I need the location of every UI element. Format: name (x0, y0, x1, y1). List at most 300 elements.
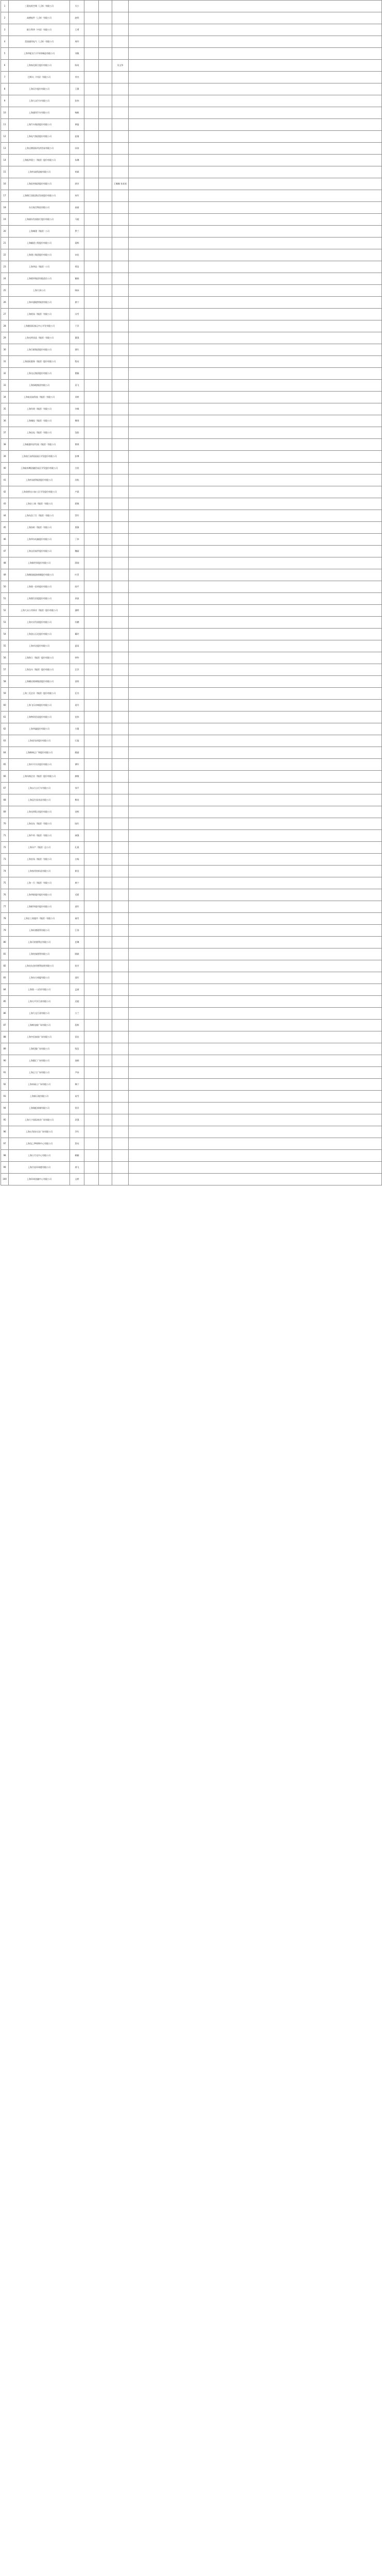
company-name: 上海浦东发展银行股份有限公司 (9, 214, 70, 226)
blank-cell (129, 392, 382, 403)
blank-cell (129, 806, 382, 818)
person-4 (112, 877, 129, 889)
company-name: 上海新天地有限公司 (9, 1091, 70, 1103)
person-2 (84, 48, 99, 60)
person-4 (112, 806, 129, 818)
company-name: 上海百联集团股份有限公司 (9, 344, 70, 356)
person-4 (112, 676, 129, 688)
person-4 (112, 427, 129, 439)
person-4 (112, 1103, 129, 1114)
person-4 (112, 309, 129, 320)
blank-cell (129, 36, 382, 48)
company-name: 上海大宁国际商业广场有限公司 (9, 1114, 70, 1126)
person-3 (99, 1, 112, 12)
person-1: 罗兰 (70, 226, 84, 238)
blank-cell (129, 238, 382, 249)
table-row (1, 273, 382, 285)
company-name: 上海金桥出口加工区开发股份有限公司 (9, 486, 70, 498)
row-number: 62 (1, 723, 9, 735)
person-1: 赖颖 (70, 1150, 84, 1162)
company-name: 上海农工商超市（集团）有限公司 (9, 913, 70, 925)
table-row (1, 261, 382, 273)
person-3 (99, 356, 112, 368)
table-row (1, 664, 382, 676)
row-number: 4 (1, 36, 9, 48)
row-number: 16 (1, 178, 9, 190)
person-4 (112, 474, 129, 486)
person-3 (99, 700, 112, 711)
company-name: 上海农场（集团）有限公司 (9, 854, 70, 866)
blank-cell (129, 155, 382, 166)
person-1: 薛刚 (70, 557, 84, 569)
table-row (1, 1138, 382, 1150)
person-4 (112, 1126, 129, 1138)
person-2 (84, 309, 99, 320)
person-4 (112, 913, 129, 925)
row-number: 43 (1, 498, 9, 510)
table-row (1, 1174, 382, 1185)
person-1: 陆红 (70, 818, 84, 830)
person-2 (84, 1126, 99, 1138)
person-1: 杜鹏 (70, 617, 84, 629)
person-1: 沈阳 (70, 427, 84, 439)
person-3 (99, 569, 112, 581)
company-name: 上海凤凰企业（集团）股份有限公司 (9, 771, 70, 783)
person-4 (112, 249, 129, 261)
person-2 (84, 415, 99, 427)
table-row (1, 427, 382, 439)
company-name: 上海日月光中心有限公司 (9, 1150, 70, 1162)
person-4 (112, 320, 129, 332)
table-row (1, 95, 382, 107)
person-1: 袁飞 (70, 380, 84, 392)
blank-cell (129, 24, 382, 36)
person-3 (99, 794, 112, 806)
blank-cell (129, 996, 382, 1008)
person-4 (112, 119, 129, 131)
person-4 (112, 771, 129, 783)
company-name: 上海光明食品（集团）有限公司 (9, 332, 70, 344)
blank-cell (129, 1162, 382, 1174)
person-3 (99, 960, 112, 972)
person-3 (99, 226, 112, 238)
person-3 (99, 629, 112, 640)
person-2 (84, 747, 99, 759)
person-4 (112, 1114, 129, 1126)
person-3 (99, 1020, 112, 1031)
person-2 (84, 972, 99, 984)
person-1: 王静 (70, 83, 84, 95)
person-1: 秦雪 (70, 913, 84, 925)
person-3 (99, 1008, 112, 1020)
person-1: 韩冰 (70, 285, 84, 297)
person-3 (99, 380, 112, 392)
person-2 (84, 332, 99, 344)
person-4 (112, 984, 129, 996)
blank-cell (129, 937, 382, 948)
table-row (1, 830, 382, 842)
person-1: 石磊 (70, 735, 84, 747)
table-row (1, 202, 382, 214)
company-name: 上海永久自行车有限公司 (9, 783, 70, 794)
person-4 (112, 569, 129, 581)
company-name: 上海可的便利店有限公司 (9, 937, 70, 948)
person-3 (99, 747, 112, 759)
person-2 (84, 273, 99, 285)
person-1: 顾斌 (70, 948, 84, 960)
blank-cell (129, 723, 382, 735)
company-name: 联合利华（中国）有限公司 (9, 24, 70, 36)
person-4 (112, 166, 129, 178)
person-4 (112, 866, 129, 877)
row-number: 7 (1, 72, 9, 83)
row-number: 17 (1, 190, 9, 202)
person-4 (112, 510, 129, 522)
person-1: 高丽 (70, 202, 84, 214)
company-name: 上海耀皮玻璃集团股份有限公司 (9, 676, 70, 688)
person-1: 冯雪 (70, 309, 84, 320)
person-1: 余波 (70, 593, 84, 605)
person-3 (99, 72, 112, 83)
person-1: 吕欣 (70, 463, 84, 474)
table-row (1, 309, 382, 320)
person-3 (99, 309, 112, 320)
person-4 (112, 1055, 129, 1067)
company-name: 上海锦江国际酒店发展股份有限公司 (9, 190, 70, 202)
person-3 (99, 581, 112, 593)
person-1: 孔燕 (70, 842, 84, 854)
table-row (1, 617, 382, 629)
person-3 (99, 925, 112, 937)
company-name: 上海良友（集团）有限公司 (9, 818, 70, 830)
person-3 (99, 510, 112, 522)
person-1: 郑浩 (70, 261, 84, 273)
row-number: 25 (1, 285, 9, 297)
person-2 (84, 451, 99, 463)
person-1: 彭博 (70, 451, 84, 463)
blank-cell (129, 214, 382, 226)
person-3 (99, 948, 112, 960)
table-row (1, 166, 382, 178)
person-3 (99, 937, 112, 948)
table-row (1, 534, 382, 546)
person-1: 文婷 (70, 1174, 84, 1185)
person-2 (84, 1031, 99, 1043)
blank-cell (129, 439, 382, 451)
person-4 (112, 1079, 129, 1091)
person-2 (84, 380, 99, 392)
row-number: 28 (1, 320, 9, 332)
table-row (1, 960, 382, 972)
blank-cell (129, 640, 382, 652)
person-1: 易雪 (70, 1091, 84, 1103)
table-row (1, 984, 382, 996)
row-number: 22 (1, 249, 9, 261)
table-row (1, 392, 382, 403)
person-2 (84, 238, 99, 249)
person-4 (112, 889, 129, 901)
person-2 (84, 427, 99, 439)
person-1: 贾静 (70, 522, 84, 534)
table-row (1, 332, 382, 344)
person-2 (84, 794, 99, 806)
person-1: 田野 (70, 676, 84, 688)
person-3 (99, 877, 112, 889)
person-1: 武强 (70, 1114, 84, 1126)
company-name: 上海久事公司 (9, 285, 70, 297)
person-2 (84, 711, 99, 723)
person-4 (112, 1, 129, 12)
person-2 (84, 83, 99, 95)
table-row (1, 320, 382, 332)
person-4 (112, 48, 129, 60)
table-row (1, 24, 382, 36)
blank-cell (129, 297, 382, 309)
person-2 (84, 783, 99, 794)
person-3 (99, 131, 112, 143)
person-3 (99, 143, 112, 155)
person-3 (99, 996, 112, 1008)
blank-cell (129, 178, 382, 190)
company-name: 上海城建（集团）公司 (9, 226, 70, 238)
company-name: 上海来福士广场有限公司 (9, 1079, 70, 1091)
person-4 (112, 143, 129, 155)
person-4 (112, 1043, 129, 1055)
table-row (1, 569, 382, 581)
blank-cell (129, 759, 382, 771)
person-4 (112, 534, 129, 546)
blank-cell (129, 984, 382, 996)
person-4 (112, 700, 129, 711)
person-3 (99, 534, 112, 546)
person-3 (99, 972, 112, 984)
person-3 (99, 557, 112, 569)
blank-cell (129, 676, 382, 688)
person-4 (112, 356, 129, 368)
table-row (1, 60, 382, 72)
person-3 (99, 901, 112, 913)
company-name: 上海瑞虹新城有限公司 (9, 1103, 70, 1114)
person-1: 史琳 (70, 937, 84, 948)
row-number: 98 (1, 1150, 9, 1162)
table-row (1, 356, 382, 368)
company-name: 上海冠生园食品有限公司 (9, 794, 70, 806)
person-1: 马超 (70, 214, 84, 226)
person-3 (99, 368, 112, 380)
blank-cell (129, 617, 382, 629)
person-3 (99, 24, 112, 36)
blank-cell (129, 557, 382, 569)
person-4 (112, 451, 129, 463)
row-number: 86 (1, 1008, 9, 1020)
company-name: 上海港国际客运中心开发有限公司 (9, 320, 70, 332)
person-3 (99, 854, 112, 866)
person-2 (84, 486, 99, 498)
person-4 (112, 854, 129, 866)
person-3 (99, 439, 112, 451)
person-2 (84, 522, 99, 534)
company-name: 上海大众公用事业（集团）股份有限公司 (9, 605, 70, 617)
person-3 (99, 344, 112, 356)
person-2 (84, 866, 99, 877)
person-2 (84, 688, 99, 700)
row-number: 49 (1, 569, 9, 581)
table-row (1, 463, 382, 474)
person-3 (99, 155, 112, 166)
company-name: 上海张江高科技园区开发股份有限公司 (9, 451, 70, 463)
person-2 (84, 214, 99, 226)
row-number: 21 (1, 238, 9, 249)
blank-cell (129, 368, 382, 380)
table-row (1, 83, 382, 95)
table-row (1, 1114, 382, 1126)
person-1: 潘婷 (70, 605, 84, 617)
person-2 (84, 984, 99, 996)
person-4 (112, 557, 129, 569)
person-1: 赵倩 (70, 131, 84, 143)
company-name: 上海申达股份有限公司 (9, 640, 70, 652)
person-1: 尹冰 (70, 1067, 84, 1079)
table-row (1, 581, 382, 593)
person-1: 傅瑶 (70, 415, 84, 427)
person-2 (84, 1, 99, 12)
blank-cell (129, 783, 382, 794)
row-number: 5 (1, 48, 9, 60)
blank-cell (129, 226, 382, 238)
person-4 (112, 1067, 129, 1079)
table-row (1, 486, 382, 498)
table-row (1, 889, 382, 901)
company-name: 上海农工商（集团）有限公司 (9, 498, 70, 510)
table-row (1, 344, 382, 356)
company-name: 三菱电机空调（上海）有限公司 (9, 1, 70, 12)
person-1: 范伟 (70, 711, 84, 723)
person-2 (84, 72, 99, 83)
table-row (1, 498, 382, 510)
company-name: 上海宝钢国际经济贸易有限公司 (9, 143, 70, 155)
person-3 (99, 486, 112, 498)
table-row (1, 605, 382, 617)
row-number: 15 (1, 166, 9, 178)
person-2 (84, 1162, 99, 1174)
person-2 (84, 771, 99, 783)
company-name: 上海华东电脑股份有限公司 (9, 534, 70, 546)
person-4 (112, 344, 129, 356)
company-name: 上海振华重工（集团）股份有限公司 (9, 155, 70, 166)
row-number: 44 (1, 510, 9, 522)
person-4 (112, 711, 129, 723)
blank-cell (129, 202, 382, 214)
person-2 (84, 439, 99, 451)
table-row (1, 439, 382, 451)
person-1: 董强 (70, 332, 84, 344)
person-4 (112, 937, 129, 948)
person-1: 毛莉 (70, 889, 84, 901)
blank-cell (129, 486, 382, 498)
row-number: 29 (1, 332, 9, 344)
row-number: 14 (1, 155, 9, 166)
table-row (1, 1043, 382, 1055)
row-number: 24 (1, 273, 9, 285)
blank-cell (129, 629, 382, 640)
table-row (1, 794, 382, 806)
company-name: 上海联华超市股份有限公司 (9, 901, 70, 913)
person-2 (84, 368, 99, 380)
person-1: 乔红 (70, 1126, 84, 1138)
person-2 (84, 12, 99, 24)
table-row (1, 948, 382, 960)
person-4 (112, 664, 129, 676)
table-row (1, 652, 382, 664)
person-4 (112, 640, 129, 652)
person-2 (84, 664, 99, 676)
table-row (1, 403, 382, 415)
company-name: 上海五角场万达广场有限公司 (9, 1126, 70, 1138)
person-3 (99, 1174, 112, 1185)
person-1: 蔡军 (70, 510, 84, 522)
person-2 (84, 901, 99, 913)
person-1: 戴玲 (70, 629, 84, 640)
person-4 (112, 95, 129, 107)
person-4 (112, 498, 129, 510)
person-4 (112, 759, 129, 771)
person-1: 黎宁 (70, 1079, 84, 1091)
row-number: 88 (1, 1031, 9, 1043)
person-1: 萧红 (70, 344, 84, 356)
row-number: 85 (1, 996, 9, 1008)
person-4 (112, 901, 129, 913)
blank-cell (129, 546, 382, 557)
person-3 (99, 297, 112, 309)
person-2 (84, 344, 99, 356)
blank-cell (129, 593, 382, 605)
blank-cell (129, 1, 382, 12)
person-3 (99, 546, 112, 557)
blank-cell (129, 735, 382, 747)
blank-cell (129, 249, 382, 261)
row-number: 45 (1, 522, 9, 534)
person-2 (84, 854, 99, 866)
person-3 (99, 866, 112, 877)
row-number: 53 (1, 617, 9, 629)
person-2 (84, 178, 99, 190)
person-1: 卢晨 (70, 486, 84, 498)
person-3 (99, 60, 112, 72)
person-3 (99, 463, 112, 474)
person-1: 廖敏 (70, 771, 84, 783)
table-row (1, 747, 382, 759)
person-2 (84, 1055, 99, 1067)
row-number: 27 (1, 309, 9, 320)
row-number: 39 (1, 451, 9, 463)
person-1: 黄磊 (70, 119, 84, 131)
person-1: 魏丽 (70, 546, 84, 557)
row-number: 3 (1, 24, 9, 36)
row-number: 18 (1, 202, 9, 214)
blank-cell (129, 261, 382, 273)
table-row (1, 806, 382, 818)
table-row (1, 119, 382, 131)
blank-cell (129, 320, 382, 332)
row-number: 8 (1, 83, 9, 95)
row-number: 60 (1, 700, 9, 711)
person-4 (112, 107, 129, 119)
table-row (1, 249, 382, 261)
blank-cell (129, 48, 382, 60)
person-1: 曹颖 (70, 368, 84, 380)
person-3 (99, 1138, 112, 1150)
blank-cell (129, 913, 382, 925)
